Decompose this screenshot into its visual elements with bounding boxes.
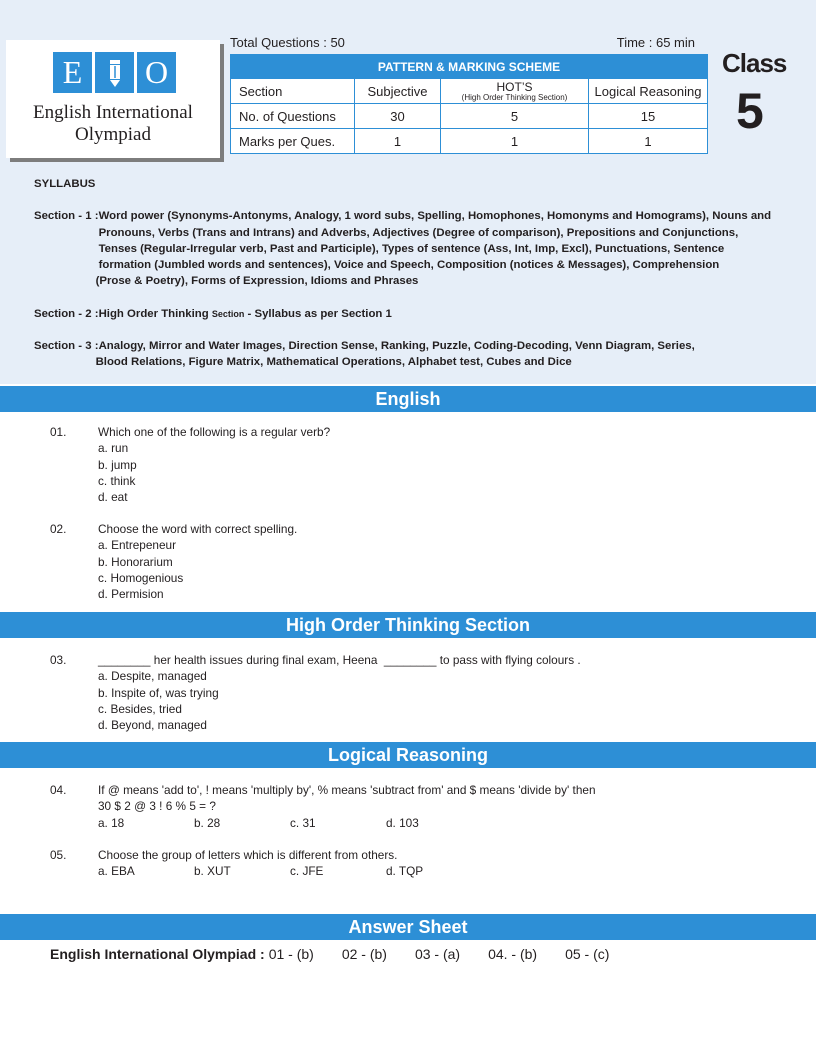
logo-letters xyxy=(53,52,176,93)
syllabus-line: Word power (Synonyms-Antonyms, Analogy, 1 word subs, Spelling, Homophones, Homonyms and Homograms), Nouns and xyxy=(98,210,772,223)
cell-subjective: 30 xyxy=(355,104,441,129)
col-section: Section xyxy=(231,79,355,104)
class-number: 5 xyxy=(736,83,764,139)
cell-logical: 1 xyxy=(589,129,708,154)
question-number: 02. xyxy=(50,522,67,536)
question-text: If @ means 'add to', ! means 'multiply by', % means 'subtract from' and $ means 'divide by' then xyxy=(98,783,596,797)
table-row xyxy=(231,104,708,129)
question-number: 01. xyxy=(50,425,67,439)
answer-label: English International Olympiad : xyxy=(50,946,265,962)
option: a. Entrepeneur xyxy=(98,538,177,553)
option: d. Permision xyxy=(98,587,164,602)
logo-title-line2: Olympiad xyxy=(75,124,151,145)
section-label: Section - 2 : xyxy=(34,307,99,320)
question-text: Which one of the following is a regular verb? xyxy=(98,425,331,439)
marking-scheme-table xyxy=(230,54,708,154)
syllabus-section-2 xyxy=(34,306,794,322)
section-label: Section - 1 : xyxy=(34,210,99,223)
syllabus-text: - Syllabus as per Section 1 xyxy=(244,307,392,320)
syllabus-text: Section xyxy=(211,308,245,319)
pencil-icon xyxy=(95,52,134,93)
cell-logical: 15 xyxy=(589,104,708,129)
option: b. Inspite of, was trying xyxy=(98,685,219,700)
syllabus-line: formation (Jumbled words and sentences), Voice and Speech, Composition (notices & Messages), Comprehension xyxy=(98,259,720,272)
syllabus-line: Analogy, Mirror and Water Images, Direction Sense, Ranking, Puzzle, Coding-Decoding, Venn Diagram, Series, xyxy=(98,340,695,353)
question-text: ________ her health issues during final exam, Heena ________ to pass with flying colours . xyxy=(98,653,581,667)
question-expression: 30 $ 2 @ 3 ! 6 % 5 = ? xyxy=(98,799,216,814)
option: a. EBA xyxy=(98,864,135,879)
section-bar-hots: High Order Thinking Section xyxy=(0,612,816,638)
option: b. XUT xyxy=(194,864,231,879)
section-bar-answer: Answer Sheet xyxy=(0,914,816,940)
syllabus-line: Pronouns, Verbs (Trans and Intrans) and Adverbs, Adjectives (Degree of comparison), Prepositions and Conjunctions, xyxy=(98,226,739,239)
option: c. Homogenious xyxy=(98,570,184,585)
syllabus-section-1 xyxy=(34,208,794,289)
syllabus-line: (Prose & Poetry), Forms of Expression, Idioms and Phrases xyxy=(95,275,419,288)
cell-hots: 1 xyxy=(441,129,589,154)
option: b. Honorarium xyxy=(98,554,173,569)
option: a. 18 xyxy=(98,815,125,830)
class-label: Class xyxy=(722,48,787,78)
option: b. 28 xyxy=(194,815,221,830)
syllabus-line: Blood Relations, Figure Matrix, Mathematical Operations, Alphabet test, Cubes and Dice xyxy=(95,356,572,369)
section-label: Section - 3 : xyxy=(34,340,99,353)
total-questions: Total Questions : 50 xyxy=(230,35,345,50)
table-row xyxy=(231,79,708,104)
option: c. 31 xyxy=(290,815,316,830)
section-bar-logical: Logical Reasoning xyxy=(0,742,816,768)
question-text: Choose the word with correct spelling. xyxy=(98,522,298,536)
option: a. run xyxy=(98,441,129,456)
option: c. Besides, tried xyxy=(98,701,182,716)
answer-key xyxy=(50,946,609,962)
col-hots xyxy=(441,79,589,104)
option: d. Beyond, managed xyxy=(98,718,207,733)
col-subjective: Subjective xyxy=(355,79,441,104)
col-hots-label: HOT’S xyxy=(496,79,533,94)
logo-title xyxy=(6,102,220,146)
row-label: No. of Questions xyxy=(231,104,355,129)
syllabus-section-3 xyxy=(34,338,794,371)
syllabus-text: High Order Thinking xyxy=(98,307,212,320)
logo-letter-o: O xyxy=(137,52,176,93)
col-hots-sub: (High Order Thinking Section) xyxy=(461,92,568,102)
option: d. 103 xyxy=(386,815,419,830)
answer-item: 04. - (b) xyxy=(488,946,538,962)
answer-item: 01 - (b) xyxy=(268,946,314,962)
logo-letter-e: E xyxy=(53,52,92,93)
syllabus xyxy=(34,176,794,387)
cell-subjective: 1 xyxy=(355,129,441,154)
question-number: 04. xyxy=(50,783,67,797)
option: c. think xyxy=(98,473,136,488)
scheme-title: PATTERN & MARKING SCHEME xyxy=(231,55,708,79)
syllabus-heading: SYLLABUS xyxy=(34,178,96,190)
option: d. TQP xyxy=(386,864,424,879)
time-limit: Time : 65 min xyxy=(616,35,695,50)
answer-item: 05 - (c) xyxy=(565,946,610,962)
logo-title-line1: English International xyxy=(33,102,193,123)
answer-item: 03 - (a) xyxy=(414,946,461,962)
section-bar-english: English xyxy=(0,386,816,412)
cell-hots: 5 xyxy=(441,104,589,129)
eio-logo xyxy=(6,40,220,158)
option: c. JFE xyxy=(290,864,324,879)
question-text: Choose the group of letters which is different from others. xyxy=(98,848,398,862)
answer-item: 02 - (b) xyxy=(341,946,387,962)
option: b. jump xyxy=(98,457,137,472)
question-number: 05. xyxy=(50,848,67,862)
question-number: 03. xyxy=(50,653,67,667)
syllabus-line: Tenses (Regular-Irregular verb, Past and Participle), Types of sentence (Ass, Int, Imp, Excl), Punctuations, Sentence xyxy=(98,242,725,255)
option: d. eat xyxy=(98,490,128,505)
option: a. Despite, managed xyxy=(98,669,207,684)
row-label: Marks per Ques. xyxy=(231,129,355,154)
table-row xyxy=(231,129,708,154)
col-logical: Logical Reasoning xyxy=(589,79,708,104)
